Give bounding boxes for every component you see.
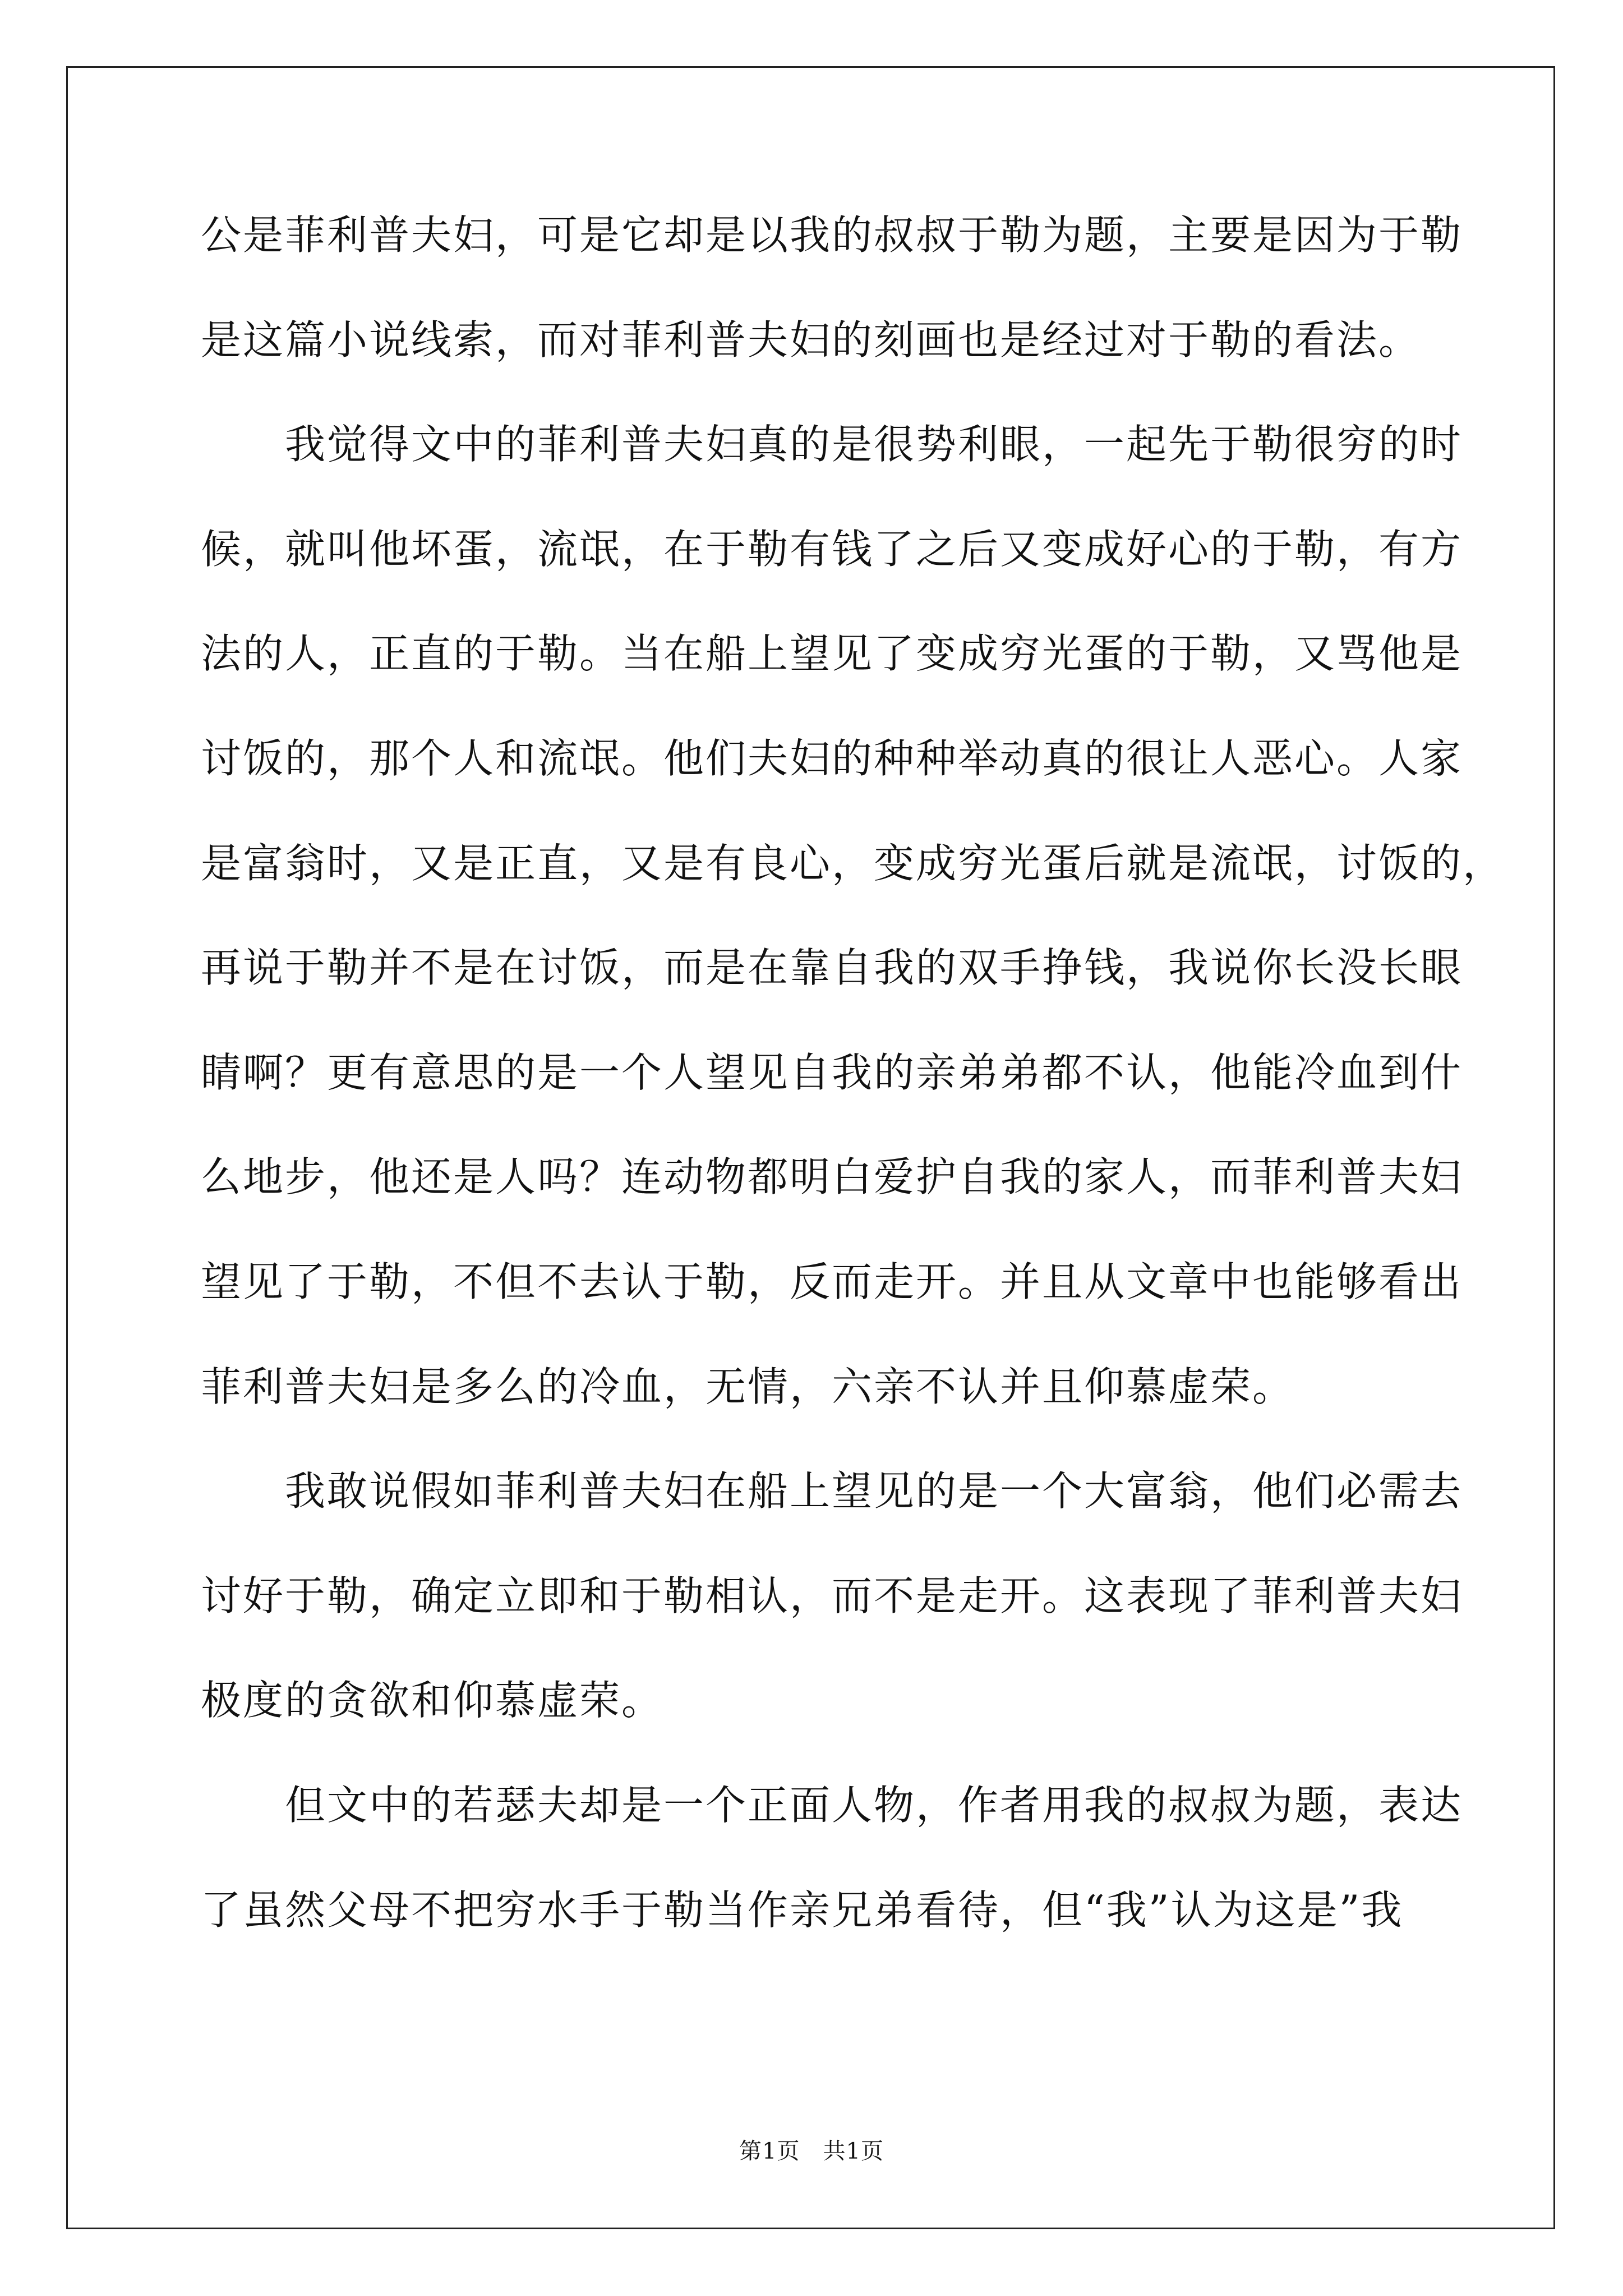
text-line-10: 么地步，他还是人吗？连动物都明白爱护自我的家人，而菲利普夫妇: [201, 1153, 1463, 1201]
text-line-12: 菲利普夫妇是多么的冷血，无情，六亲不认并且仰慕虚荣。: [201, 1363, 1295, 1410]
text-line-14: 讨好于勒，确定立即和于勒相认，而不是走开。这表现了菲利普夫妇: [201, 1572, 1463, 1619]
text-line-4: 候，就叫他坏蛋，流氓，在于勒有钱了之后又变成好心的于勒，有方: [201, 525, 1463, 573]
text-line-15: 极度的贪欲和仰慕虚荣。: [201, 1677, 664, 1724]
document-body: [201, 211, 1505, 1994]
text-line-8: 再说于勒并不是在讨饭，而是在靠自我的双手挣钱，我说你长没长眼: [201, 944, 1463, 992]
text-line-3: 我觉得文中的菲利普夫妇真的是很势利眼，一起先于勒很穷的时: [201, 421, 1463, 468]
page-footer: 第1页 共1页: [739, 2138, 884, 2164]
text-line-1: 公是菲利普夫妇，可是它却是以我的叔叔于勒为题，主要是因为于勒: [201, 211, 1463, 259]
text-line-13: 我敢说假如菲利普夫妇在船上望见的是一个大富翁，他们必需去: [201, 1467, 1463, 1515]
text-line-17: 了虽然父母不把穷水手于勒当作亲兄弟看待，但“我”认为这是”我: [201, 1886, 1404, 1934]
text-line-16: 但文中的若瑟夫却是一个正面人物，作者用我的叔叔为题，表达: [201, 1781, 1463, 1829]
text-line-9: 睛啊？更有意思的是一个人望见自我的亲弟弟都不认，他能冷血到什: [201, 1048, 1463, 1096]
text-line-11: 望见了于勒，不但不去认于勒，反而走开。并且从文章中也能够看出: [201, 1258, 1463, 1305]
text-line-7: 是富翁时，又是正直，又是有良心，变成穷光蛋后就是流氓，讨饭的，: [201, 839, 1505, 887]
text-line-2: 是这篇小说线索，而对菲利普夫妇的刻画也是经过对于勒的看法。: [201, 316, 1421, 364]
text-line-5: 法的人，正直的于勒。当在船上望见了变成穷光蛋的于勒，又骂他是: [201, 630, 1463, 678]
text-line-6: 讨饭的，那个人和流氓。他们夫妇的种种举动真的很让人恶心。人家: [201, 734, 1463, 782]
